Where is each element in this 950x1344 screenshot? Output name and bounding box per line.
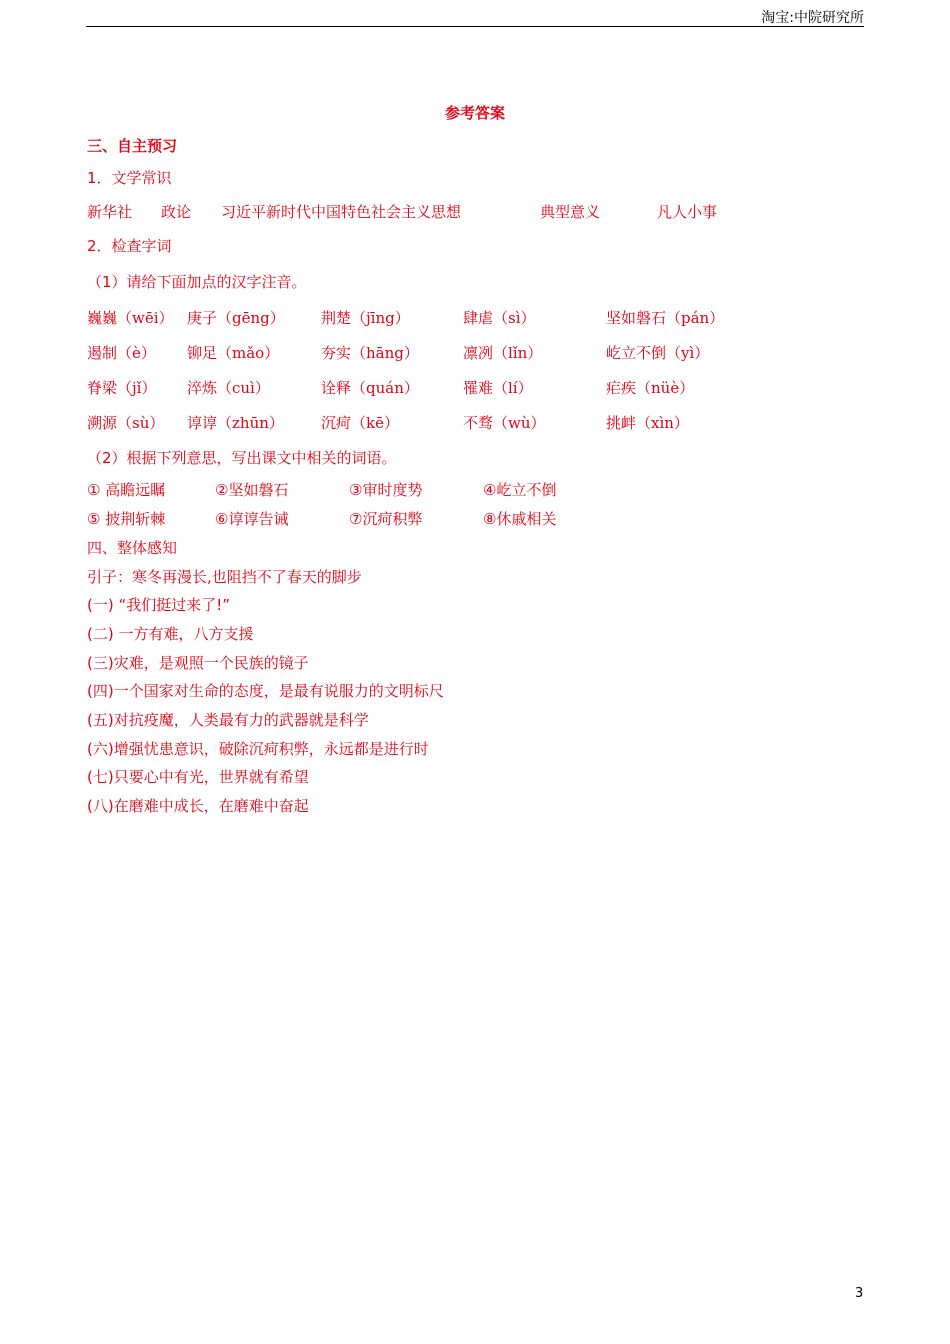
outline-line: 引子：寒冬再漫长,也阻挡不了春天的脚步 [87, 568, 362, 586]
pinyin-item: 肆虐（sì） [463, 309, 536, 327]
vocab-item: ⑧休戚相关 [483, 510, 557, 528]
pinyin-item: 疟疾（nüè） [606, 379, 695, 397]
literature-item: 凡人小事 [657, 203, 718, 221]
pinyin-item: 屹立不倒（yì） [606, 344, 710, 362]
literature-item: 政论 [161, 203, 192, 221]
vocab-item: ④屹立不倒 [483, 481, 557, 499]
subheading-word-check: 2．检查字词 [87, 237, 172, 255]
vocab-item: ① 高瞻远瞩 [87, 481, 166, 499]
header-text: 淘宝:中院研究所 [761, 10, 864, 26]
pinyin-item: 谆谆（zhūn） [187, 414, 284, 432]
outline-line: (一) “我们挺过来了!” [87, 596, 231, 614]
pinyin-item: 沉疴（kē） [321, 414, 399, 432]
vocab-item: ⑦沉疴积弊 [349, 510, 423, 528]
pinyin-item: 荆楚（jīng） [321, 309, 410, 327]
pinyin-item: 凛冽（lǐn） [463, 344, 543, 362]
vocab-item: ⑥谆谆告诫 [215, 510, 289, 528]
pinyin-item: 溯源（sù） [87, 414, 165, 432]
outline-line: (二) 一方有难，八方支援 [87, 625, 254, 643]
literature-item: 典型意义 [540, 203, 601, 221]
literature-item: 新华社 [87, 203, 133, 221]
outline-line: (四)一个国家对生命的态度，是最有说服力的文明标尺 [87, 682, 444, 700]
vocab-item: ③审时度势 [349, 481, 423, 499]
pinyin-item: 淬炼（cuì） [187, 379, 270, 397]
outline-line: (六)增强忧患意识，破除沉疴积弊，永远都是进行时 [87, 740, 429, 758]
section-heading-self-preview: 三、自主预习 [87, 137, 178, 155]
page-title: 参考答案 [444, 104, 505, 122]
pinyin-item: 脊梁（jǐ） [87, 379, 157, 397]
pinyin-item: 遏制（è） [87, 344, 156, 362]
pinyin-item: 巍巍（wēi） [87, 309, 174, 327]
pinyin-item: 铆足（mǎo） [187, 344, 280, 362]
outline-line: (七)只要心中有光，世界就有希望 [87, 768, 309, 786]
pinyin-item: 罹难（lí） [463, 379, 533, 397]
vocab-item: ⑤ 披荆斩棘 [87, 510, 166, 528]
pinyin-item: 诠释（quán） [321, 379, 419, 397]
outline-line: (八)在磨难中成长，在磨难中奋起 [87, 797, 309, 815]
outline-line: (三)灾难，是观照一个民族的镜子 [87, 654, 309, 672]
pinyin-item: 挑衅（xìn） [606, 414, 689, 432]
pinyin-item: 夯实（hāng） [321, 344, 419, 362]
page-number: 3 [855, 1286, 864, 1301]
section-heading-overall: 四、整体感知 [87, 539, 178, 557]
pinyin-item: 坚如磐石（pán） [606, 309, 725, 327]
outline-line: (五)对抗疫魔，人类最有力的武器就是科学 [87, 711, 369, 729]
literature-item: 习近平新时代中国特色社会主义思想 [221, 203, 462, 221]
vocab-item: ②坚如磐石 [215, 481, 289, 499]
header-rule [86, 26, 864, 27]
question-1-prompt: （1）请给下面加点的汉字注音。 [87, 273, 307, 291]
subheading-literature: 1．文学常识 [87, 169, 172, 187]
pinyin-item: 不骛（wù） [463, 414, 546, 432]
pinyin-item: 庚子（gēng） [187, 309, 285, 327]
question-2-prompt: （2）根据下列意思，写出课文中相关的词语。 [87, 449, 397, 467]
